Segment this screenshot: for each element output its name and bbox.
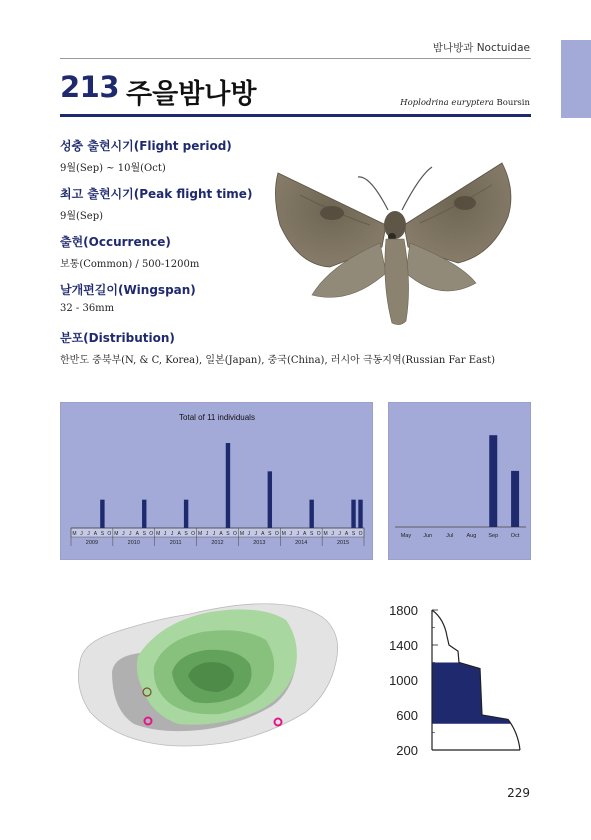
field-label: 성충 출현시기(Flight period) bbox=[60, 139, 232, 153]
month-tick-label: O bbox=[232, 531, 237, 537]
author: Boursin bbox=[496, 98, 530, 108]
month-tick-label: J bbox=[296, 531, 299, 537]
altitude-tick-label: 1000 bbox=[389, 673, 418, 688]
month-tick-label: A bbox=[219, 531, 223, 537]
month-tick-label: J bbox=[247, 531, 251, 537]
month-tick-label: S bbox=[226, 531, 230, 537]
month-tick-label: J bbox=[338, 531, 341, 537]
month-tick-label: A bbox=[93, 531, 98, 537]
month-tick-label: O bbox=[149, 531, 154, 537]
month-tick-label: J bbox=[87, 531, 90, 537]
field-flight-period bbox=[60, 137, 232, 174]
month-tick-label: O bbox=[316, 531, 321, 537]
distribution-map bbox=[60, 592, 345, 767]
altitude-tick-label: 1400 bbox=[389, 638, 418, 653]
month-tick-label: M bbox=[114, 531, 119, 537]
month-tick-label: J bbox=[212, 531, 216, 537]
month-tick-label: A bbox=[303, 531, 307, 537]
month-tick-label: O bbox=[107, 531, 112, 537]
title-rule bbox=[60, 114, 531, 117]
field-value: 한반도 중북부(N, & C, Korea), 일본(Japan), 중국(China), 러시아 극동지역(Russian Far East) bbox=[60, 355, 496, 366]
month-tick-label: A bbox=[261, 531, 265, 537]
month-tick-label: M bbox=[239, 531, 245, 537]
month-label: Oct bbox=[510, 533, 520, 539]
year-label: 2011 bbox=[169, 540, 182, 546]
bar bbox=[100, 500, 104, 528]
species-korean-name: 주을밤나방 bbox=[126, 79, 257, 110]
altitude-chart bbox=[380, 598, 530, 758]
field-value: 9월(Sep) bbox=[60, 211, 103, 222]
month-label: Jul bbox=[446, 533, 454, 539]
field-value: 보통(Common) / 500-1200m bbox=[60, 259, 200, 270]
bar bbox=[142, 500, 146, 528]
bar bbox=[184, 500, 188, 528]
bar bbox=[358, 500, 362, 528]
month-tick-label: S bbox=[142, 531, 146, 537]
bar bbox=[489, 435, 497, 527]
altitude-tick-label: 200 bbox=[396, 743, 418, 758]
species-number: 213 bbox=[60, 70, 120, 104]
month-label: Aug bbox=[466, 533, 477, 539]
month-tick-label: S bbox=[100, 531, 105, 537]
month-tick-label: S bbox=[310, 531, 314, 537]
moth-specimen-image bbox=[270, 155, 520, 330]
genus-species: Hoplodrina euryptera bbox=[400, 98, 494, 108]
bar bbox=[226, 443, 230, 528]
field-occurrence bbox=[60, 233, 199, 270]
month-tick-label: A bbox=[177, 531, 181, 537]
month-tick-label: M bbox=[323, 531, 328, 537]
bar bbox=[511, 471, 519, 527]
month-tick-label: J bbox=[163, 531, 167, 537]
field-peak-flight bbox=[60, 185, 252, 222]
month-tick-label: O bbox=[191, 531, 196, 537]
month-tick-label: J bbox=[129, 531, 132, 537]
bar bbox=[268, 471, 272, 528]
month-tick-label: J bbox=[254, 531, 258, 537]
altitude-tick-label: 1800 bbox=[389, 603, 418, 618]
month-tick-label: J bbox=[170, 531, 174, 537]
month-tick-label: J bbox=[80, 531, 83, 537]
month-tick-label: J bbox=[205, 531, 209, 537]
family-name: 밤나방과 Noctuidae bbox=[432, 42, 530, 54]
header-rule bbox=[60, 58, 531, 59]
page-number: 229 bbox=[507, 786, 530, 800]
month-tick-label: O bbox=[358, 531, 363, 537]
month-tick-label: A bbox=[344, 531, 349, 537]
month-tick-label: J bbox=[289, 531, 292, 537]
year-label: 2012 bbox=[211, 540, 224, 546]
year-label: 2009 bbox=[85, 540, 99, 546]
monthly-chart-panel bbox=[388, 402, 531, 560]
field-label: 날개편길이(Wingspan) bbox=[60, 283, 196, 297]
month-tick-label: S bbox=[268, 531, 272, 537]
month-tick-label: S bbox=[351, 531, 356, 537]
month-tick-label: S bbox=[184, 531, 188, 537]
year-label: 2010 bbox=[127, 540, 140, 546]
scientific-name bbox=[400, 98, 530, 108]
month-label: Jun bbox=[423, 533, 433, 539]
section-tab bbox=[561, 40, 591, 118]
month-label: Sep bbox=[488, 533, 499, 539]
month-tick-label: J bbox=[331, 531, 334, 537]
field-value: 9월(Sep) ~ 10월(Oct) bbox=[60, 163, 166, 174]
bar bbox=[351, 500, 355, 528]
yearly-bar-chart bbox=[61, 403, 374, 561]
altitude-tick-label: 600 bbox=[396, 708, 418, 723]
field-value: 32 - 36mm bbox=[60, 303, 115, 314]
month-tick-label: M bbox=[156, 531, 161, 537]
field-label: 분포(Distribution) bbox=[60, 331, 175, 345]
month-tick-label: O bbox=[274, 531, 279, 537]
field-label: 최고 출현시기(Peak flight time) bbox=[60, 187, 253, 201]
field-wingspan bbox=[60, 281, 196, 314]
month-label: May bbox=[400, 533, 412, 539]
bar bbox=[309, 500, 313, 528]
month-tick-label: A bbox=[135, 531, 139, 537]
month-tick-label: M bbox=[197, 531, 203, 537]
field-label: 출현(Occurrence) bbox=[60, 235, 171, 249]
month-tick-label: M bbox=[72, 531, 77, 537]
chart-title: Total of 11 individuals bbox=[179, 413, 255, 422]
month-tick-label: J bbox=[122, 531, 125, 537]
field-distribution bbox=[60, 329, 495, 366]
year-label: 2015 bbox=[336, 540, 350, 546]
month-tick-label: M bbox=[281, 531, 286, 537]
year-label: 2014 bbox=[295, 540, 308, 546]
year-label: 2013 bbox=[253, 540, 266, 546]
yearly-chart-panel bbox=[60, 402, 373, 560]
monthly-bar-chart bbox=[389, 403, 532, 561]
